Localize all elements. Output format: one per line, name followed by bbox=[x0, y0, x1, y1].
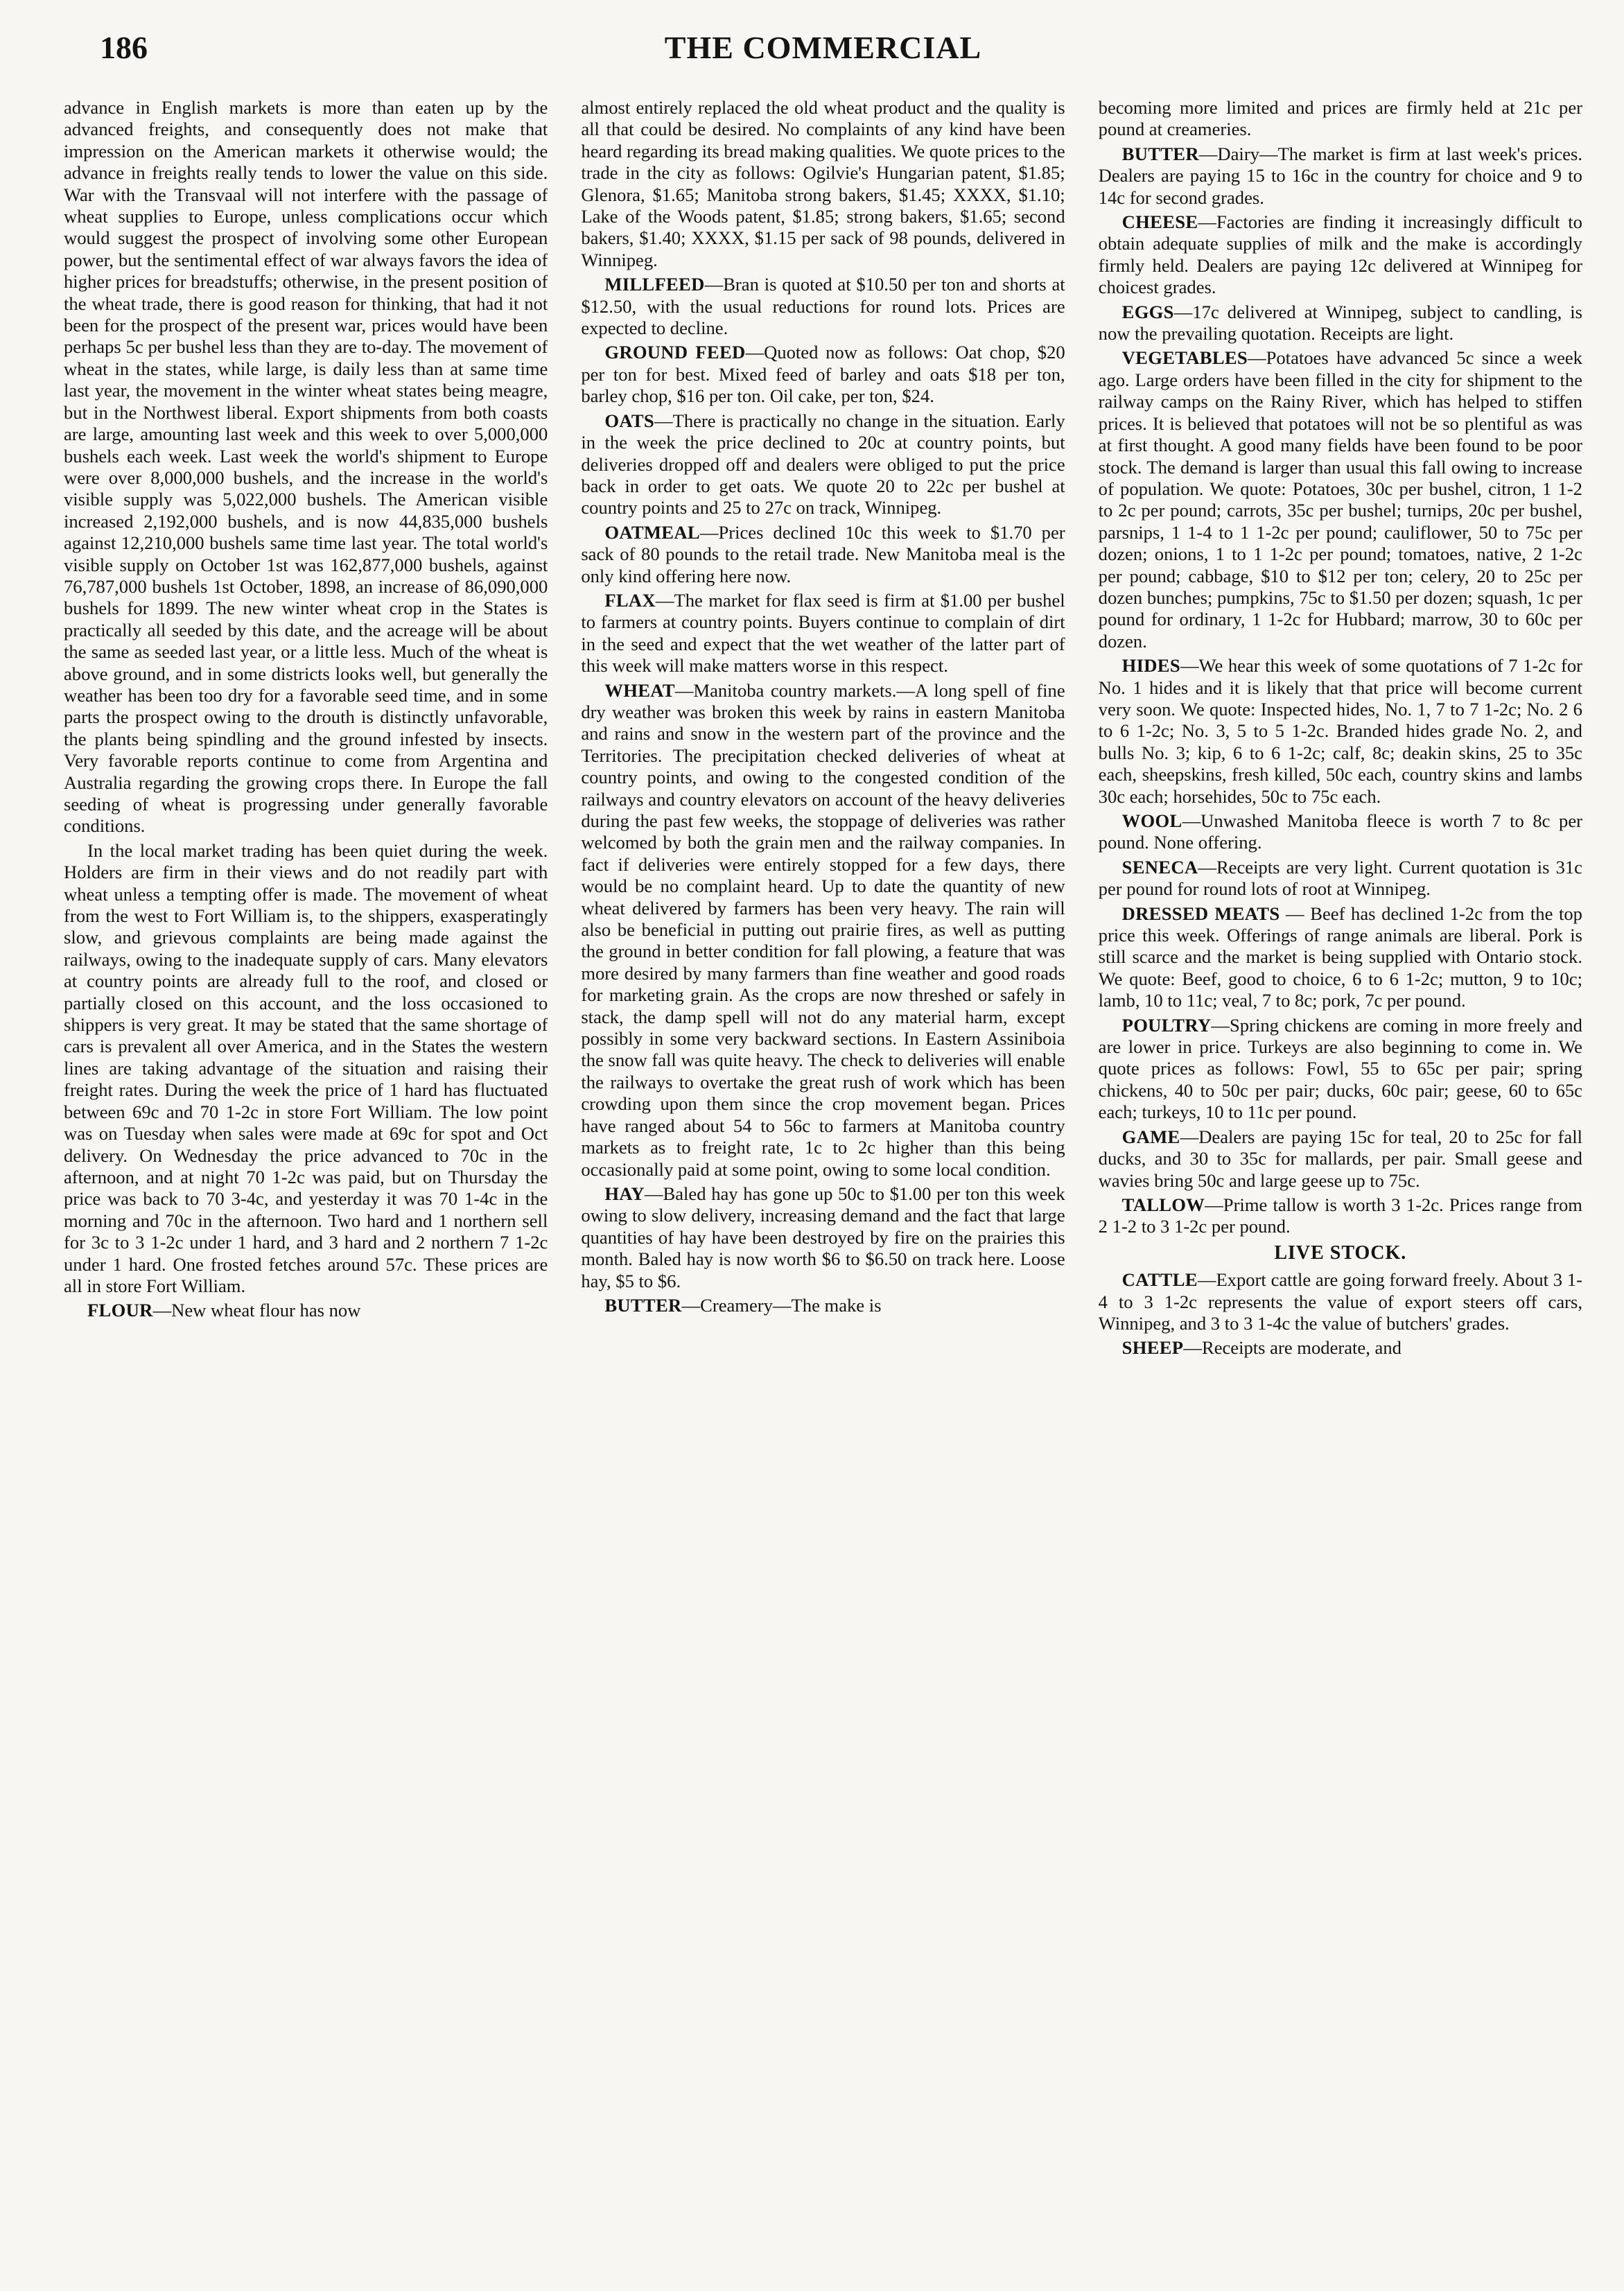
running-head: THE COMMERCIAL bbox=[664, 30, 982, 65]
article-paragraph bbox=[1099, 903, 1582, 1012]
market-heading: TALLOW bbox=[1121, 1194, 1205, 1215]
article-paragraph bbox=[1099, 1337, 1582, 1359]
paragraph-text: —Creamery—The make is bbox=[681, 1294, 882, 1316]
paragraph-text: becoming more limited and prices are firmly held at 21c per pound at creameries. bbox=[1098, 97, 1582, 140]
market-heading: BUTTER bbox=[1121, 143, 1199, 164]
paragraph-text: —Receipts are very light. Current quotation is 31c per pound for round lots of root at Winnipeg. bbox=[1098, 856, 1582, 900]
market-heading: GROUND FEED bbox=[604, 342, 746, 363]
paragraph-text: —Dealers are paying 15c for teal, 20 to 25c for fall ducks, and 30 to 35c for mallards, per pair. Small geese and wavies bring 50c and large geese up to 75c. bbox=[1098, 1126, 1582, 1191]
article-paragraph bbox=[1099, 655, 1582, 808]
paragraph-text: —Manitoba country markets.—A long spell of fine dry weather was broken this week by rains in eastern Manitoba and rains and snow in the western part of the province and the Territories. The precipitation checked deliveries of wheat at country points, and owing to the congested condition of the railways and country elevators on account of the heavy deliveries during the past few weeks, the stoppage of deliveries was rather welcomed by both the grain men and the railway companies. In fact if deliveries were entirely stopped for a few days, there would be no complaint heard. Up to date the quantity of new wheat delivered by farmers has been very heavy. The rain will also be beneficial in putting out prairie fires, as well as putting the ground in better condition for fall plowing, a feature that was more desired by many farmers than fine weather and good roads for marketing grain. As the crops are now threshed or safely in stack, the damp spell will not do any material harm, except possibly in some very backward sections. In Eastern Assiniboia the snow fall was quite heavy. The check to deliveries will enable the railways to overtake the great rush of work which has been crowding upon them since the crop movement began. Prices have ranged about 54 to 56c to farmers at Manitoba country markets as to freight rate, 1c to 2c higher than this being occasionally paid at some point, owing to some local condition. bbox=[581, 679, 1065, 1180]
article-paragraph bbox=[581, 97, 1065, 271]
paragraph-text: —Receipts are moderate, and bbox=[1183, 1337, 1402, 1359]
paragraph-text: —Baled hay has gone up 50c to $1.00 per ton this week owing to slow delivery, increasing demand and the fact that large quantities of hay have been destroyed by fire on the prairies this month. Baled hay is now worth $6 to $6.50 on track here. Loose hay, $5 to $6. bbox=[581, 1183, 1065, 1291]
paragraph-text: —Prices declined 10c this week to $1.70 per sack of 80 pounds to the retail trade. New Manitoba meal is the only kind offering here now. bbox=[581, 521, 1065, 586]
market-heading: SHEEP bbox=[1121, 1337, 1184, 1359]
market-heading: MILLFEED bbox=[604, 274, 705, 295]
article-paragraph bbox=[64, 1300, 548, 1321]
article-paragraph bbox=[1099, 857, 1582, 900]
paragraph-text: —Dairy—The market is firm at last week's prices. Dealers are paying 15 to 16c in the country for choice and 9 to 14c for second grades. bbox=[1098, 143, 1582, 208]
paragraph-text: —There is practically no change in the situation. Early in the week the price declined to 20c at country points, but deliveries dropped off and dealers were obliged to put the price back in order to get oats. We quote 20 to 22c per bushel at country points and 25 to 27c on track, Winnipeg. bbox=[581, 410, 1065, 519]
market-heading: POULTRY bbox=[1121, 1014, 1212, 1036]
article-paragraph bbox=[1099, 1126, 1582, 1192]
market-heading: OATS bbox=[604, 410, 654, 431]
paragraph-text: —We hear this week of some quotations of 7 1-2c for No. 1 hides and it is likely that that price will become current very soon. We quote: Inspected hides, No. 1, 7 to 7 1-2c; No. 2 6 to 6 1-2c; No. 3, 5 to 5 1-2c. Branded hides grade No. 2, and bulls No. 3; kip, 6 to 6 1-2c; calf, 8c; deakin skins, 25 to 35c each, sheepskins, fresh killed, 50c each, country skins and lambs 30c each; horsehides, 50c to 75c each. bbox=[1098, 655, 1582, 807]
article-paragraph bbox=[1099, 97, 1582, 141]
paragraph-text: In the local market trading has been quiet during the week. Holders are firm in their views and do not readily part with wheat unless a tempting offer is made. The movement of wheat from the west to Fort William is, to the shippers, exasperatingly slow, and grievous complaints are being made against the railways, owing to the inadequate supply of cars. Many elevators at country points are already full to the roof, and closed or partially closed on this account, and the loss occasioned to shippers is very great. It may be stated that the same shortage of cars is prevalent all over America, and in the States the western lines are taking advantage of the situation and raising their freight rates. During the week the price of 1 hard has fluctuated between 69c and 70 1-2c in store Fort William. The low point was on Tuesday when sales were made at 69c for spot and Oct delivery. On Wednesday the price advanced to 70c in the afternoon, and at night 70 1-2c was paid, but on Thursday the price was back to 70 3-4c, and yesterday it was 70 1-4c in the morning and 70c in the afternoon. Two hard and 1 northern sell for 3c to 3 1-2c under 1 hard, and 3 hard and 2 northern 7 1-2c under 1 hard. One frosted fetches around 57c. These prices are all in store Fort William. bbox=[64, 839, 548, 1296]
column-left bbox=[64, 97, 548, 2263]
article-paragraph bbox=[581, 522, 1065, 587]
article-paragraph bbox=[1099, 1015, 1582, 1124]
article-paragraph bbox=[1099, 302, 1582, 345]
article-paragraph bbox=[64, 97, 548, 837]
market-heading: HAY bbox=[604, 1183, 645, 1204]
text-columns bbox=[64, 97, 1582, 2263]
market-heading: CATTLE bbox=[1121, 1269, 1198, 1291]
article-paragraph bbox=[581, 1295, 1065, 1316]
market-heading: DRESSED MEATS bbox=[1121, 903, 1280, 924]
market-heading: EGGS bbox=[1121, 301, 1174, 322]
market-heading: VEGETABLES bbox=[1121, 347, 1248, 369]
paragraph-text: —17c delivered at Winnipeg, subject to candling, is now the prevailing quotation. Receipts are light. bbox=[1098, 301, 1582, 345]
market-heading: OATMEAL bbox=[604, 521, 700, 543]
section-heading: LIVE STOCK. bbox=[1274, 1242, 1407, 1264]
article-paragraph bbox=[581, 590, 1065, 677]
article-paragraph bbox=[581, 680, 1065, 1181]
article-paragraph bbox=[1099, 347, 1582, 652]
article-paragraph bbox=[581, 1183, 1065, 1292]
market-heading: HIDES bbox=[1121, 655, 1180, 677]
paragraph-text: —Factories are finding it increasingly difficult to obtain adequate supplies of milk and the make is accordingly firmly held. Dealers are paying 12c delivered at Winnipeg for choicest grades. bbox=[1098, 211, 1582, 298]
paragraph-text: —Potatoes have advanced 5c since a week ago. Large orders have been filled in the city for shipment to the railway camps on the Rainy River, which has helped to stiffen prices. It is believed that potatoes will not be so plentiful as was at first thought. A good many fields have been found to be poor stock. The demand is larger than usual this fall owing to increase of population. We quote: Potatoes, 30c per bushel, citron, 1 1-2 to 2c per pound; carrots, 35c per bushel; turnips, 20c per bushel, parsnips, 1 1-4 to 1 1-2c per pound; cauliflower, 50 to 75c per dozen; onions, 1 to 1 1-2c per pound; tomatoes, native, 2 1-2c per pound; cabbage, $10 to $12 per ton; celery, 20 to 25c per dozen bunches; pumpkins, 75c to $1.50 per dozen; squash, 1c per pound for ordinary, 1 1-2c for Hubbard; marrow, 30 to 60c per dozen. bbox=[1098, 347, 1582, 652]
paragraph-text: —Quoted now as follows: Oat chop, $20 per ton for best. Mixed feed of barley and oats $18 per ton, barley chop, $16 per ton. Oil cake, per ton, $24. bbox=[581, 342, 1065, 407]
page-number: 186 bbox=[100, 30, 148, 65]
article-paragraph bbox=[1099, 1269, 1582, 1334]
column-right bbox=[1099, 97, 1582, 2263]
article-paragraph bbox=[1099, 810, 1582, 854]
article-paragraph bbox=[1099, 211, 1582, 299]
paragraph-text: advance in English markets is more than eaten up by the advanced freights, and consequently does not make that impression on the American markets it otherwise would; the advance in freights really tends to lower the value on this side. War with the Transvaal will not interfere with the passage of wheat supplies to Europe, unless complications occur which would suggest the prospect of involving some other European power, but the sentimental effect of war always favors the idea of higher prices for breadstuffs; otherwise, in the present position of the wheat trade, there is good reason for thinking, that had it not been for the prospect of the present war, prices would have been perhaps 5c per bushel less than they are to-day. The movement of wheat in the states, while large, is daily less than at same time last year, the movement in the winter wheat states being meagre, but in the Northwest liberal. Export shipments from both coasts are large, amounting last week and this week to over 5,000,000 bushels each week. Last week the world's shipment to Europe were over 8,000,000 bushels, and the increase in the world's visible supply was 5,022,000 bushels. The American visible increased 2,192,000 bushels, and is now 44,835,000 bushels against 12,210,000 bushels same time last year. The total world's visible supply on October 1st was 162,877,000 bushels, against 76,787,000 bushels 1st October, 1898, an increase of 86,090,000 bushels for 1899. The new winter wheat crop in the States is practically all seeded by this date, and the acreage will be about the same as seeded last year, or a little less. Much of the wheat is above ground, and in some districts looks well, but generally the weather has been too dry for a favorable seed time, and in some parts the prospect owing to the drouth is distinctly unfavorable, the plants being spindling and the ground infested by insects. Very favorable reports continue to come from Argentina and Australia regarding the growing crops there. In Europe the fall seeding of wheat is progressing under generally favorable conditions. bbox=[64, 97, 548, 837]
paragraph-text: —Prime tallow is worth 3 1-2c. Prices range from 2 1-2 to 3 1-2c per pound. bbox=[1098, 1194, 1582, 1237]
article-paragraph bbox=[581, 274, 1065, 339]
column-middle bbox=[581, 97, 1065, 2263]
paragraph-text: —The market for flax seed is firm at $1.00 per bushel to farmers at country points. Buyers continue to complain of dirt in the seed and expect that the wet weather of the latter part of this week will make matters worse in this respect. bbox=[581, 589, 1065, 677]
market-heading: GAME bbox=[1121, 1126, 1180, 1147]
market-heading: FLOUR bbox=[87, 1300, 153, 1321]
market-heading: FLAX bbox=[604, 589, 656, 611]
page-header bbox=[64, 29, 1582, 72]
paragraph-text: —Export cattle are going forward freely. About 3 1-4 to 3 1-2c represents the value of export steers off cars, Winnipeg, and 3 to 3 1-4c the value of butchers' grades. bbox=[1098, 1269, 1582, 1334]
article-paragraph bbox=[581, 342, 1065, 407]
market-heading: CHEESE bbox=[1121, 211, 1198, 233]
market-heading: SENECA bbox=[1121, 856, 1198, 878]
paragraph-text: almost entirely replaced the old wheat product and the quality is all that could be desired. No complaints of any kind have been heard regarding its bread making qualities. We quote prices to the trade in the city as follows: Ogilvie's Hungarian patent, $1.85; Glenora, $1.65; Manitoba strong bakers, $1.45; XXXX, $1.10; Lake of the Woods patent, $1.85; strong bakers, $1.65; second bakers, $1.40; XXXX, $1.15 per sack of 98 pounds, delivered in Winnipeg. bbox=[581, 97, 1065, 270]
paragraph-text: — Beef has declined 1-2c from the top price this week. Offerings of range animals are liberal. Pork is still scarce and the market is being supplied with Ontario stock. We quote: Beef, good to choice, 6 to 6 1-2c; mutton, 9 to 10c; lamb, 10 to 11c; veal, 7 to 8c; pork, 7c per pound. bbox=[1098, 903, 1582, 1011]
market-heading: WOOL bbox=[1121, 810, 1182, 831]
paragraph-text: —Unwashed Manitoba fleece is worth 7 to 8c per pound. None offering. bbox=[1098, 810, 1582, 853]
market-heading: WHEAT bbox=[604, 679, 675, 701]
market-heading: BUTTER bbox=[604, 1294, 682, 1316]
article-paragraph bbox=[64, 840, 548, 1298]
article-paragraph bbox=[1099, 143, 1582, 209]
article-paragraph bbox=[581, 410, 1065, 519]
article-paragraph bbox=[1099, 1194, 1582, 1238]
paragraph-text: —New wheat flour has now bbox=[152, 1300, 361, 1321]
paragraph-text: —Bran is quoted at $10.50 per ton and shorts at $12.50, with the usual reductions for round lots. Prices are expected to decline. bbox=[581, 274, 1065, 339]
paragraph-text: —Spring chickens are coming in more freely and are lower in price. Turkeys are also beginning to come in. We quote prices as follows: Fowl, 55 to 65c per pair; spring chickens, 40 to 50c per pair; ducks, 60c pair; geese, 60 to 65c each; turkeys, 10 to 11c per pound. bbox=[1098, 1014, 1582, 1123]
